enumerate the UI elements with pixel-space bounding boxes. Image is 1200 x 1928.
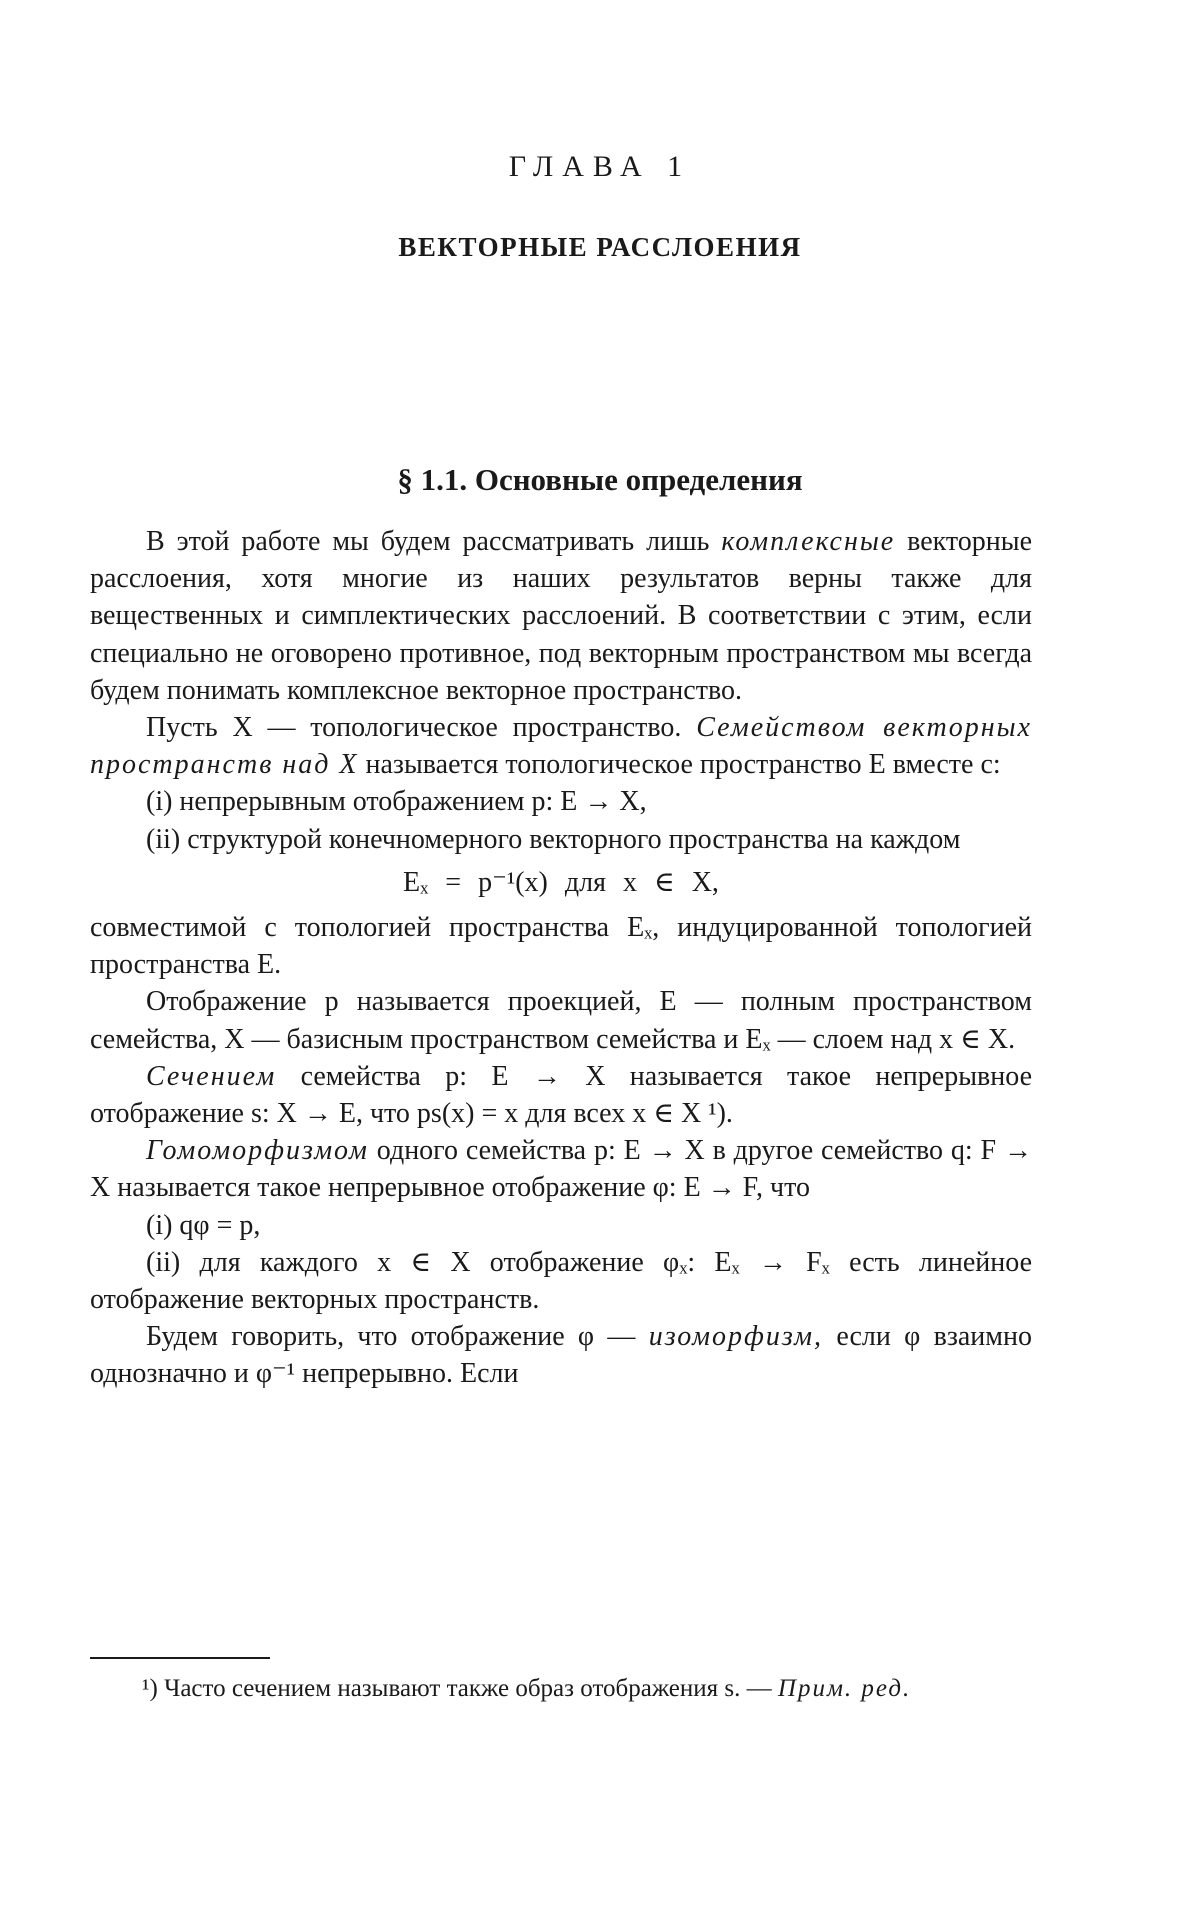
footnote-editor-note: Прим. ред. [777, 1675, 912, 1702]
section-title: § 1.1. Основные определения [397, 462, 803, 497]
text-span: векторные расслоения, хотя многие из наших результатов верны также для вещественных и симплектических расслоений. В соответствии с этим, если специально не оговорено противное, под векторным пространством мы всегда будем понимать комплексное векторное пространство. [90, 526, 1032, 706]
body-text [90, 523, 1032, 1393]
text-span: называется топологическое пространство E вместе с: [358, 749, 1001, 781]
emphasis-term: комплексные [721, 526, 896, 557]
footnote-divider [90, 1657, 270, 1659]
paragraph-compatible: совместимой с топологией пространства Eₓ, индуцированной топологией пространства E. [90, 912, 1032, 981]
text-span: ¹) Часто сечением называют также образ отображения s. — [142, 1675, 778, 1702]
paragraph-section-def [90, 1058, 1032, 1132]
text-span: если φ взаимно однозначно и φ⁻¹ непрерывно. Если [90, 1321, 1032, 1390]
footnote-text [90, 1672, 1032, 1705]
paragraph-homomorphism-def [90, 1132, 1032, 1206]
text-span: Пусть X — топологическое пространство. [146, 712, 697, 744]
emphasis-term: изоморфизм, [648, 1321, 824, 1353]
paragraph-definition-family [90, 709, 1032, 783]
text-span: Будем говорить, что отображение φ — [146, 1321, 649, 1353]
emphasis-term: Семейством векторных пространств над X [90, 712, 1032, 781]
paragraph-projection-def: Отображение p называется проекцией, E — полным пространством семейства, X — базисным пространством семейства и Eₓ — слоем над x ∈ X. [90, 986, 1032, 1055]
emphasis-term: Гомоморфизмом [146, 1135, 369, 1167]
text-span: В этой работе мы будем рассматривать лишь [146, 526, 722, 557]
list-item-structure: (ii) структурой конечномерного векторного пространства на каждом [146, 823, 961, 855]
chapter-label: ГЛАВА 1 [508, 150, 692, 183]
paragraph-isomorphism [90, 1318, 1032, 1392]
list-item-commute: (i) qφ = p, [146, 1209, 261, 1241]
paragraph-intro [90, 523, 1032, 709]
footnote [90, 1672, 1032, 1705]
list-item-projection: (i) непрерывным отображением p: E → X, [146, 786, 647, 818]
emphasis-term: Сечением [146, 1060, 277, 1092]
text-span: одного семейства p: E → X в другое семейство q: F → X называется такое непрерывное отображение φ: E → F, что [90, 1135, 1032, 1204]
text-span: семейства p: E → X называется такое непрерывное отображение s: X → E, что ps(x) = x для всех x ∈ X ¹). [90, 1060, 1032, 1130]
formula-fiber: Eₓ = p⁻¹(x) для x ∈ X, [403, 866, 719, 898]
chapter-title: ВЕКТОРНЫЕ РАССЛОЕНИЯ [398, 232, 802, 262]
list-item-linear: (ii) для каждого x ∈ X отображение φₓ: Eₓ → Fₓ есть линейное отображение векторных пространств. [90, 1246, 1032, 1316]
